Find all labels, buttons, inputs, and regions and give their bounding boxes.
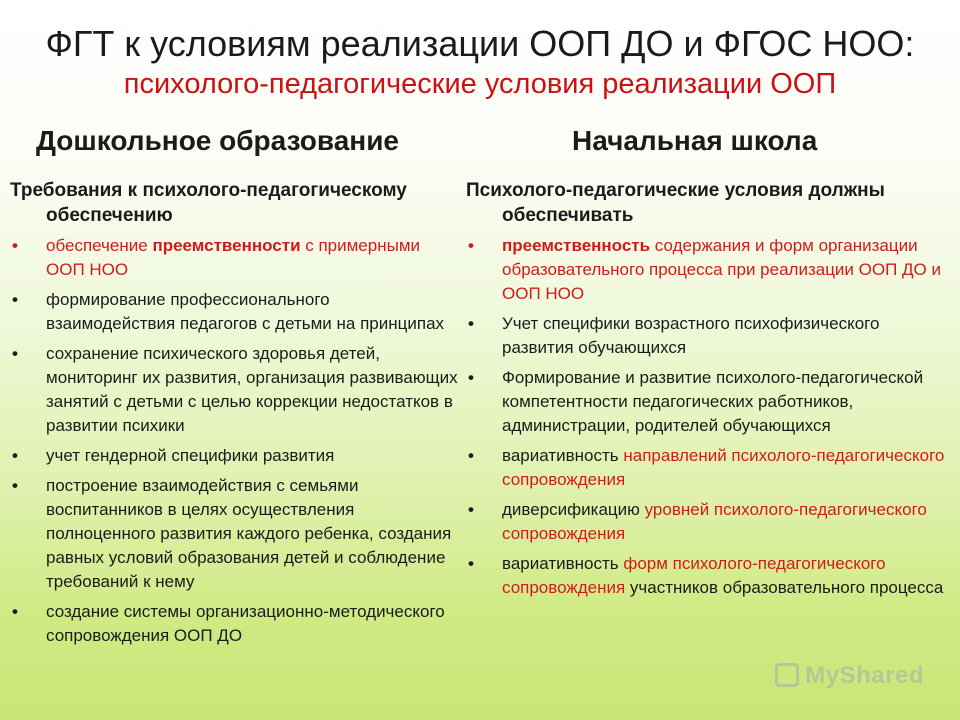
list-item-text: уровней психолого-педагогического сопровождения xyxy=(502,500,927,543)
list-item-text: построение взаимодействия с семьями воспитанников в целях осуществления полноценного развития каждого ребенка, создания равных условий образования детей и соблюдение требований к нему xyxy=(46,476,452,591)
title-line-2: психолого-педагогические условия реализации ООП xyxy=(123,68,837,100)
bullet-marker: • xyxy=(468,368,474,387)
left-column-intro: Требования к психолого-педагогическому обеспечению xyxy=(10,180,407,226)
list-item-text: Учет специфики возрастного психофизического развития обучающихся xyxy=(502,314,880,357)
bullet-marker: • xyxy=(12,290,18,309)
list-item xyxy=(10,444,462,468)
right-column-intro: Психолого-педагогические условия должны обеспечивать xyxy=(466,180,885,226)
list-item-text: с примерными ООП НОО xyxy=(46,236,421,279)
bullet-marker: • xyxy=(12,236,18,255)
bullet-marker: • xyxy=(468,554,474,573)
bullet-marker: • xyxy=(12,602,18,621)
list-item-text: содержания и форм организации образовательного процесса при реализации ООП ДО и ООП НОО xyxy=(502,236,941,303)
bullet-marker: • xyxy=(468,446,474,465)
list-item-text: диверсификацию xyxy=(502,500,645,519)
left-column xyxy=(10,178,462,654)
bullet-marker: • xyxy=(468,314,474,333)
list-item-text: направлений психолого-педагогического сопровождения xyxy=(502,446,945,489)
watermark xyxy=(775,662,924,690)
list-item xyxy=(10,600,462,648)
list-item xyxy=(466,552,946,600)
list-item-text: вариативность xyxy=(502,554,624,573)
bullet-marker: • xyxy=(468,500,474,519)
watermark-text: MyShared xyxy=(805,662,924,689)
slide-title xyxy=(0,22,960,102)
bullet-marker: • xyxy=(12,446,18,465)
watermark-logo-icon xyxy=(775,663,799,687)
list-item xyxy=(10,474,462,594)
list-item xyxy=(466,234,946,306)
list-item-text: обеспечение xyxy=(46,236,153,255)
right-bullet-list xyxy=(466,234,946,600)
list-item xyxy=(466,444,946,492)
list-item-text: сохранение психического здоровья детей, мониторинг их развития, организация развивающих занятий с детьми с целью коррекции недостатков в развитии психики xyxy=(46,344,458,435)
list-item xyxy=(466,498,946,546)
list-item xyxy=(466,312,946,360)
list-item-text: форм психолого-педагогического сопровождения xyxy=(502,554,886,597)
list-item xyxy=(10,288,462,336)
list-item-text: вариативность xyxy=(502,446,624,465)
left-bullet-list xyxy=(10,234,462,648)
list-item-text: преемственность xyxy=(502,236,651,255)
bullet-marker: • xyxy=(12,344,18,363)
left-column-heading: Дошкольное образование xyxy=(36,125,400,156)
title-line-1: ФГТ к условиям реализации ООП ДО и ФГОС НОО: xyxy=(45,23,915,64)
list-item-text: преемственности xyxy=(152,236,301,255)
list-item xyxy=(10,342,462,438)
list-item-text: учет гендерной специфики развития xyxy=(46,446,335,465)
list-item-text: создание системы организационно-методического сопровождения ООП ДО xyxy=(46,602,445,645)
list-item-text: участников образовательного процесса xyxy=(625,578,944,597)
list-item xyxy=(466,366,946,438)
list-item-text: Формирование и развитие психолого-педагогической компетентности педагогических работников, администрации, родителей обучающихся xyxy=(502,368,924,435)
list-item-text: формирование профессионального взаимодействия педагогов с детьми на принципах xyxy=(46,290,445,333)
bullet-marker: • xyxy=(468,236,474,255)
right-column xyxy=(466,178,946,606)
bullet-marker: • xyxy=(12,476,18,495)
right-column-heading: Начальная школа xyxy=(572,125,818,156)
list-item xyxy=(10,234,462,282)
